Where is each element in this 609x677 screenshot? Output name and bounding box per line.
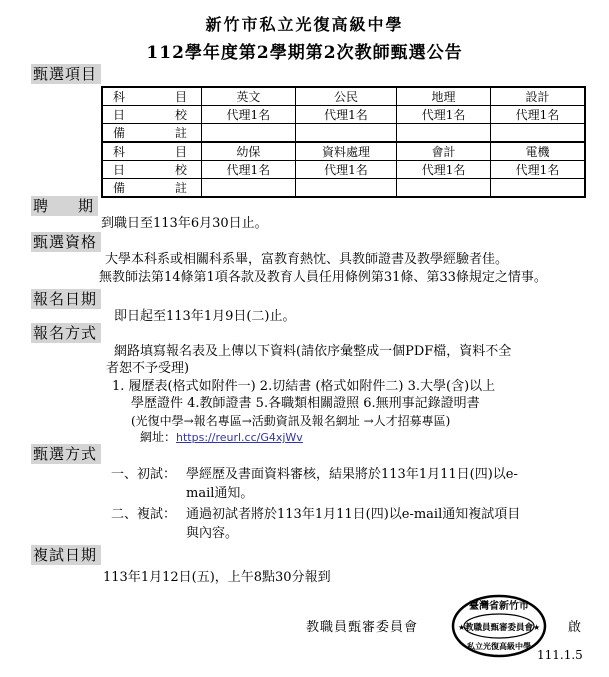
announcement-title: 112學年度第2學期第2次教師甄選公告 xyxy=(146,43,463,63)
subject-cell: 會計 xyxy=(397,142,491,161)
subject-cell: 英文 xyxy=(202,87,296,106)
school-cell: 代理1名 xyxy=(490,161,585,179)
period-section-label: 聘 期 xyxy=(31,196,98,216)
subject-cell: 地理 xyxy=(397,87,491,106)
note-cell xyxy=(295,179,396,198)
school-cell: 代理1名 xyxy=(397,161,491,179)
url-label: 網址： xyxy=(140,430,177,444)
qualification-line: 大學本科系或相關科系畢，富教育熱忱、具教師證書及教學經驗者佳。 xyxy=(105,252,509,267)
second-round-line: 通過初試者將於113年1月11日(四)以e-mail通知複試項目 xyxy=(186,507,521,522)
first-round-label: 一、初試： xyxy=(111,467,177,482)
announcement-date: 111.1.5 xyxy=(537,648,583,662)
school-cell: 代理1名 xyxy=(202,106,296,124)
row-header-note: 備 註 xyxy=(102,124,202,143)
seal-middle-text: 教職員甄審委員會 xyxy=(464,623,534,633)
school-cell: 代理1名 xyxy=(490,106,585,124)
school-cell: 代理1名 xyxy=(202,161,296,179)
school-cell: 代理1名 xyxy=(295,161,396,179)
closing-word: 啟 xyxy=(568,620,582,635)
seal-star-icon: ★ xyxy=(458,623,466,632)
note-cell xyxy=(490,179,585,198)
registration-intro-line: 網路填寫報名表及上傳以下資料(請依序彙整成一個PDF檔，資料不全 xyxy=(114,344,512,359)
note-cell xyxy=(295,124,396,143)
retest-date-label: 複試日期 xyxy=(31,545,101,565)
note-cell xyxy=(397,124,491,143)
note-cell xyxy=(397,179,491,198)
registration-list-line: 學歷證件 4.教師證書 5.各職類相關證照 6.無刑事記錄證明書 xyxy=(131,396,480,411)
retest-date-text: 113年1月12日(五)，上午8點30分報到 xyxy=(103,570,331,585)
subject-cell: 設計 xyxy=(490,87,585,106)
row-header-school: 日 校 xyxy=(102,106,202,124)
seal-top-text: 臺灣省新竹市 xyxy=(469,601,529,612)
registration-date-label: 報名日期 xyxy=(31,289,101,309)
registration-url-link[interactable]: https://reurl.cc/G4xjWv xyxy=(176,431,303,444)
qualification-section-label: 甄選資格 xyxy=(31,232,101,252)
note-cell xyxy=(490,124,585,143)
row-header-subject: 科 目 xyxy=(102,87,202,106)
seal-bottom-text: 私立光復高級中學 xyxy=(467,641,531,651)
note-cell xyxy=(202,179,296,198)
period-text: 到職日至113年6月30日止。 xyxy=(101,216,268,231)
row-header-note: 備 註 xyxy=(102,179,202,198)
registration-date-text: 即日起至113年1月9日(二)止。 xyxy=(114,309,296,324)
second-round-label: 二、複試： xyxy=(111,507,177,522)
qualification-line: 無教師法第14條第1項各款及教育人員任用條例第31條、第33條規定之情事。 xyxy=(99,270,547,285)
registration-url-row xyxy=(140,429,303,446)
first-round-line: 學經歷及書面資料審核，結果將於113年1月11日(四)以e- xyxy=(186,467,518,482)
school-name: 新竹市私立光復高級中學 xyxy=(205,15,404,34)
seal-star-icon: ★ xyxy=(533,623,541,632)
school-seal xyxy=(450,593,548,659)
subjects-table xyxy=(101,86,586,198)
school-cell: 代理1名 xyxy=(295,106,396,124)
subject-cell: 電機 xyxy=(490,142,585,161)
second-round-line: 與內容。 xyxy=(186,526,239,541)
committee-name: 教職員甄審委員會 xyxy=(306,620,419,635)
selection-method-label: 甄選方式 xyxy=(31,444,101,464)
registration-list-line: 1. 履歷表(格式如附件一) 2.切結書 (格式如附件二) 3.大學(含)以上 xyxy=(112,379,496,394)
row-header-subject: 科 目 xyxy=(102,142,202,161)
row-header-school: 日 校 xyxy=(102,161,202,179)
note-cell xyxy=(202,124,296,143)
first-round-line: mail通知。 xyxy=(186,486,254,501)
subjects-section-label: 甄選項目 xyxy=(31,64,101,84)
subject-cell: 資料處理 xyxy=(295,142,396,161)
school-cell: 代理1名 xyxy=(397,106,491,124)
subject-cell: 公民 xyxy=(295,87,396,106)
registration-path-line: (光復中學→報名專區→活動資訊及報名網址 →人才招募專區) xyxy=(131,414,451,428)
registration-method-label: 報名方式 xyxy=(31,323,101,343)
registration-intro-line: 者恕不予受理) xyxy=(106,361,190,376)
subject-cell: 幼保 xyxy=(202,142,296,161)
